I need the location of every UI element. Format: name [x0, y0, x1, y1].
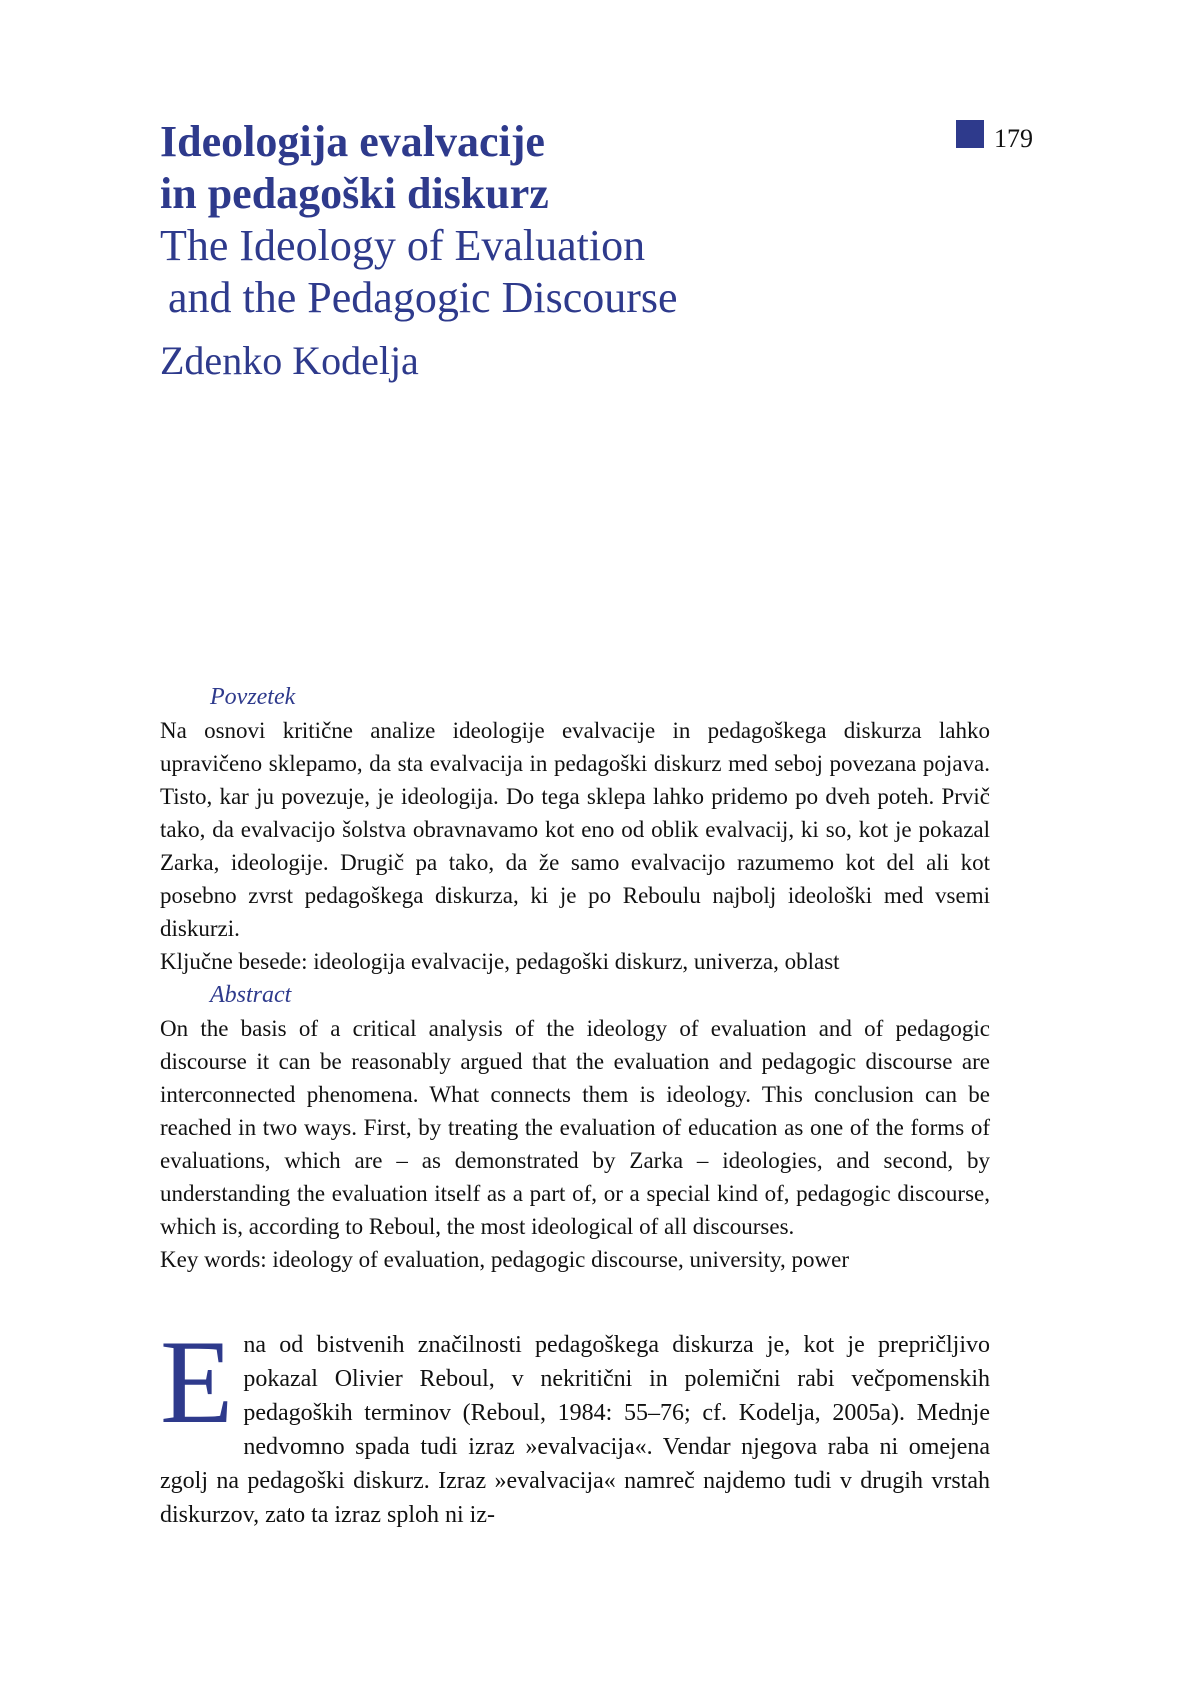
- page-marker-square: [956, 120, 984, 148]
- povzetek-keywords: Ključne besede: ideologija evalvacije, pedagoški diskurz, univerza, oblast: [160, 949, 840, 974]
- drop-cap: E: [160, 1315, 234, 1448]
- povzetek-heading: Povzetek: [210, 684, 296, 710]
- povzetek-text: Na osnovi kritične analize ideologije evalvacije in pedagoškega diskurza lahko upravičeno sklepamo, da sta evalvacija in pedagoški diskurz med seboj povezana pojava. Tisto, kar ju povezuje, je ideologija. Do tega sklepa lahko pridemo po dveh poteh. Prvič tako, da evalvacijo šolstva obravnavamo kot eno od oblik evalvacij, ki so, kot je pokazal Zarka, ideologije. Drugič pa tako, da že samo evalvacijo razumemo kot del ali kot posebno zvrst pedagoškega diskurza, ki je po Reboulu najbolj ideološki med vsemi diskurzi.: [160, 718, 990, 941]
- title-slovene-line2: in pedagoški diskurz: [160, 169, 549, 218]
- body-text-block: [160, 1315, 990, 1532]
- abstract-heading: Abstract: [210, 982, 292, 1008]
- author-name: Zdenko Kodelja: [160, 338, 419, 383]
- body-paragraph: na od bistvenih značilnosti pedagoškega diskurza je, kot je prepričljivo pokazal Olivier Reboul, v nekritični in polemični rabi večpomenskih pedagoških terminov (Reboul, 1984: 55–76; cf. Kodelja, 2005a). Mednje nedvomno spada tudi izraz »evalvacija«. Vendar njegova raba ni omejena zgolj na pedagoški diskurz. Izraz »evalvacija« namreč najdemo tudi v drugih vrstah diskurzov, zato ta izraz sploh ni iz-: [160, 1332, 990, 1528]
- abstract-block: [160, 680, 990, 1276]
- title-slovene-line1: Ideologija evalvacije: [160, 117, 545, 166]
- abstract-text: On the basis of a critical analysis of the ideology of evaluation and of pedagogic discourse it can be reasonably argued that the evaluation and pedagogic discourse are interconnected phenomena. What connects them is ideology. This conclusion can be reached in two ways. First, by treating the evaluation of education as one of the forms of evaluations, which are – as demonstrated by Zarka – ideologies, and second, by understanding the evaluation itself as a part of, or a special kind of, pedagogic discourse, which is, according to Reboul, the most ideological of all discourses.: [160, 1016, 990, 1239]
- title-english-line1: The Ideology of Evaluation: [160, 221, 646, 270]
- title-english-line2: and the Pedagogic Discourse: [168, 273, 678, 322]
- title-block: [160, 116, 920, 386]
- abstract-keywords: Key words: ideology of evaluation, pedagogic discourse, university, power: [160, 1247, 849, 1272]
- page-number: 179: [994, 124, 1033, 153]
